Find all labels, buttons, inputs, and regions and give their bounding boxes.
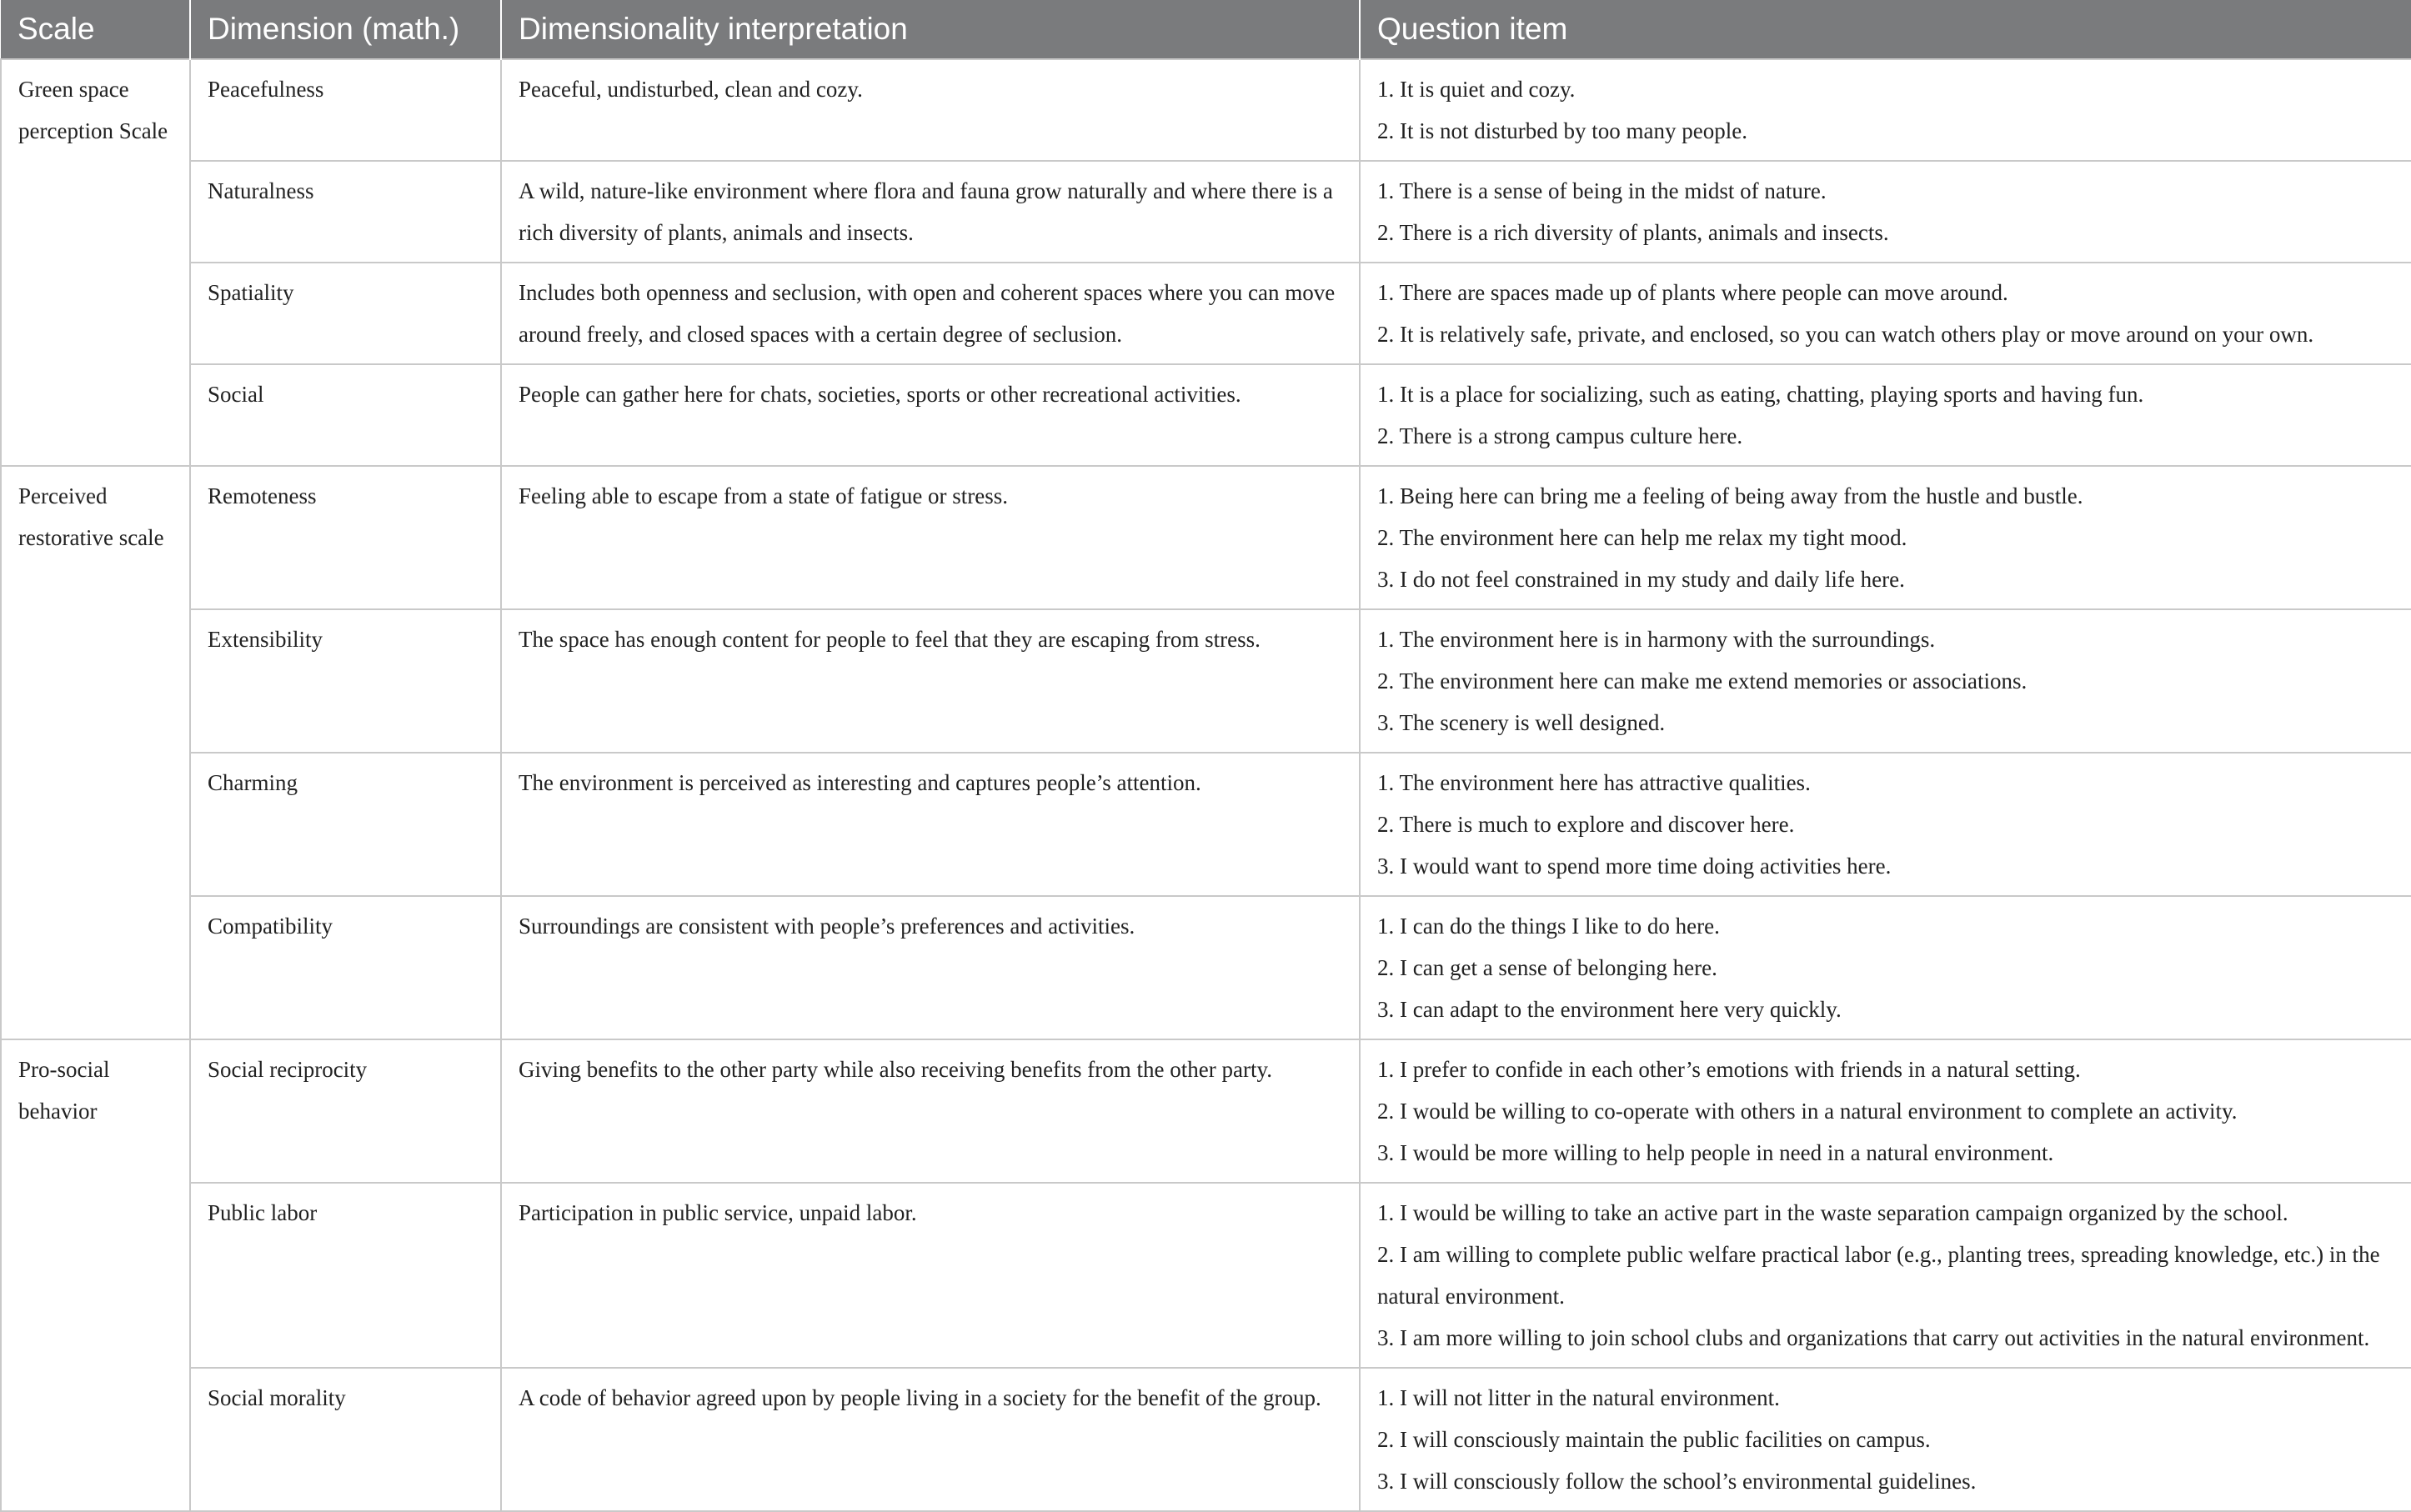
- interpretation-cell: A wild, nature-like environment where flora and fauna grow naturally and where there is a rich diversity of plants, animals and insects.: [501, 161, 1360, 263]
- question-item: 3. I can adapt to the environment here very quickly.: [1377, 997, 1842, 1022]
- table-header: [1, 0, 2411, 59]
- dimension-cell: Public labor: [190, 1183, 501, 1368]
- interpretation-cell: People can gather here for chats, societies, sports or other recreational activities.: [501, 364, 1360, 466]
- question-items-cell: [1360, 896, 2411, 1039]
- question-items-cell: [1360, 1368, 2411, 1511]
- table-row: [1, 1183, 2411, 1368]
- dimension-cell: Compatibility: [190, 896, 501, 1039]
- header-scale: Scale: [1, 0, 190, 59]
- dimension-cell: Extensibility: [190, 609, 501, 753]
- question-items-cell: [1360, 59, 2411, 161]
- interpretation-cell: Peaceful, undisturbed, clean and cozy.: [501, 59, 1360, 161]
- interpretation-cell: Surroundings are consistent with people’s preferences and activities.: [501, 896, 1360, 1039]
- scale-cell: Green space perception Scale: [1, 59, 190, 466]
- table-row: [1, 896, 2411, 1039]
- question-items-cell: [1360, 263, 2411, 364]
- interpretation-cell: A code of behavior agreed upon by people living in a society for the benefit of the group.: [501, 1368, 1360, 1511]
- dimension-cell: Social: [190, 364, 501, 466]
- table-row: [1, 1039, 2411, 1183]
- dimension-cell: Social reciprocity: [190, 1039, 501, 1183]
- dimension-cell: Naturalness: [190, 161, 501, 263]
- dimension-cell: Remoteness: [190, 466, 501, 609]
- table-row: [1, 609, 2411, 753]
- header-question-item: Question item: [1360, 0, 2411, 59]
- question-item: 2. I will consciously maintain the public facilities on campus.: [1377, 1427, 1931, 1452]
- question-item: 3. I will consciously follow the school’s environmental guidelines.: [1377, 1469, 1977, 1494]
- interpretation-cell: Includes both openness and seclusion, with open and coherent spaces where you can move around freely, and closed spaces with a certain degree of seclusion.: [501, 263, 1360, 364]
- dimension-cell: Charming: [190, 753, 501, 896]
- table-row: [1, 1368, 2411, 1511]
- question-item: 2. There is a rich diversity of plants, animals and insects.: [1377, 220, 1889, 245]
- question-item: 3. I do not feel constrained in my study and daily life here.: [1377, 567, 1905, 592]
- dimension-cell: Social morality: [190, 1368, 501, 1511]
- header-row: [1, 0, 2411, 59]
- question-items-cell: [1360, 466, 2411, 609]
- question-item: 2. It is not disturbed by too many people.: [1377, 118, 1747, 143]
- question-item: 3. I would be more willing to help people in need in a natural environment.: [1377, 1140, 2054, 1165]
- table-body: [1, 59, 2411, 1511]
- header-dimension: Dimension (math.): [190, 0, 501, 59]
- question-item: 3. The scenery is well designed.: [1377, 710, 1666, 735]
- question-items-cell: [1360, 364, 2411, 466]
- interpretation-cell: Giving benefits to the other party while also receiving benefits from the other party.: [501, 1039, 1360, 1183]
- question-item: 2. The environment here can help me relax my tight mood.: [1377, 525, 1907, 550]
- question-item: 1. There is a sense of being in the midst of nature.: [1377, 178, 1827, 203]
- table-row: [1, 161, 2411, 263]
- table-row: [1, 466, 2411, 609]
- interpretation-cell: Feeling able to escape from a state of fatigue or stress.: [501, 466, 1360, 609]
- question-item: 1. It is a place for socializing, such as eating, chatting, playing sports and having fun.: [1377, 382, 2144, 407]
- question-item: 1. I prefer to confide in each other’s emotions with friends in a natural setting.: [1377, 1057, 2081, 1082]
- question-item: 1. I would be willing to take an active part in the waste separation campaign organized by the school.: [1377, 1200, 2288, 1225]
- scale-cell: Perceived restorative scale: [1, 466, 190, 1039]
- question-item: 1. Being here can bring me a feeling of being away from the hustle and bustle.: [1377, 483, 2083, 508]
- question-item: 3. I am more willing to join school clubs and organizations that carry out activities in the natural environment.: [1377, 1325, 2370, 1350]
- question-item: 1. I will not litter in the natural environment.: [1377, 1385, 1780, 1410]
- question-items-cell: [1360, 1039, 2411, 1183]
- question-item: 1. The environment here has attractive qualities.: [1377, 770, 1811, 795]
- question-items-cell: [1360, 609, 2411, 753]
- interpretation-cell: The environment is perceived as interesting and captures people’s attention.: [501, 753, 1360, 896]
- question-item: 2. It is relatively safe, private, and enclosed, so you can watch others play or move around on your own.: [1377, 322, 2314, 347]
- question-items-cell: [1360, 753, 2411, 896]
- table-row: [1, 59, 2411, 161]
- question-items-cell: [1360, 1183, 2411, 1368]
- table-row: [1, 263, 2411, 364]
- question-item: 1. It is quiet and cozy.: [1377, 77, 1576, 102]
- question-items-cell: [1360, 161, 2411, 263]
- question-item: 3. I would want to spend more time doing activities here.: [1377, 854, 1892, 879]
- scale-cell: Pro-social behavior: [1, 1039, 190, 1511]
- table-row: [1, 364, 2411, 466]
- interpretation-cell: The space has enough content for people to feel that they are escaping from stress.: [501, 609, 1360, 753]
- question-item: 2. I can get a sense of belonging here.: [1377, 955, 1717, 980]
- question-item: 2. I am willing to complete public welfare practical labor (e.g., planting trees, spreading knowledge, etc.) in the natural environment.: [1377, 1242, 2380, 1309]
- question-item: 2. I would be willing to co-operate with others in a natural environment to complete an activity.: [1377, 1099, 2238, 1124]
- table-row: [1, 753, 2411, 896]
- question-item: 1. There are spaces made up of plants where people can move around.: [1377, 280, 2008, 305]
- dimension-cell: Spatiality: [190, 263, 501, 364]
- dimension-cell: Peacefulness: [190, 59, 501, 161]
- question-item: 2. There is a strong campus culture here.: [1377, 423, 1743, 448]
- question-item: 2. There is much to explore and discover here.: [1377, 812, 1795, 837]
- question-item: 2. The environment here can make me extend memories or associations.: [1377, 668, 2028, 693]
- question-item: 1. The environment here is in harmony with the surroundings.: [1377, 627, 1936, 652]
- question-item: 1. I can do the things I like to do here.: [1377, 914, 1720, 939]
- interpretation-cell: Participation in public service, unpaid labor.: [501, 1183, 1360, 1368]
- header-interpretation: Dimensionality interpretation: [501, 0, 1360, 59]
